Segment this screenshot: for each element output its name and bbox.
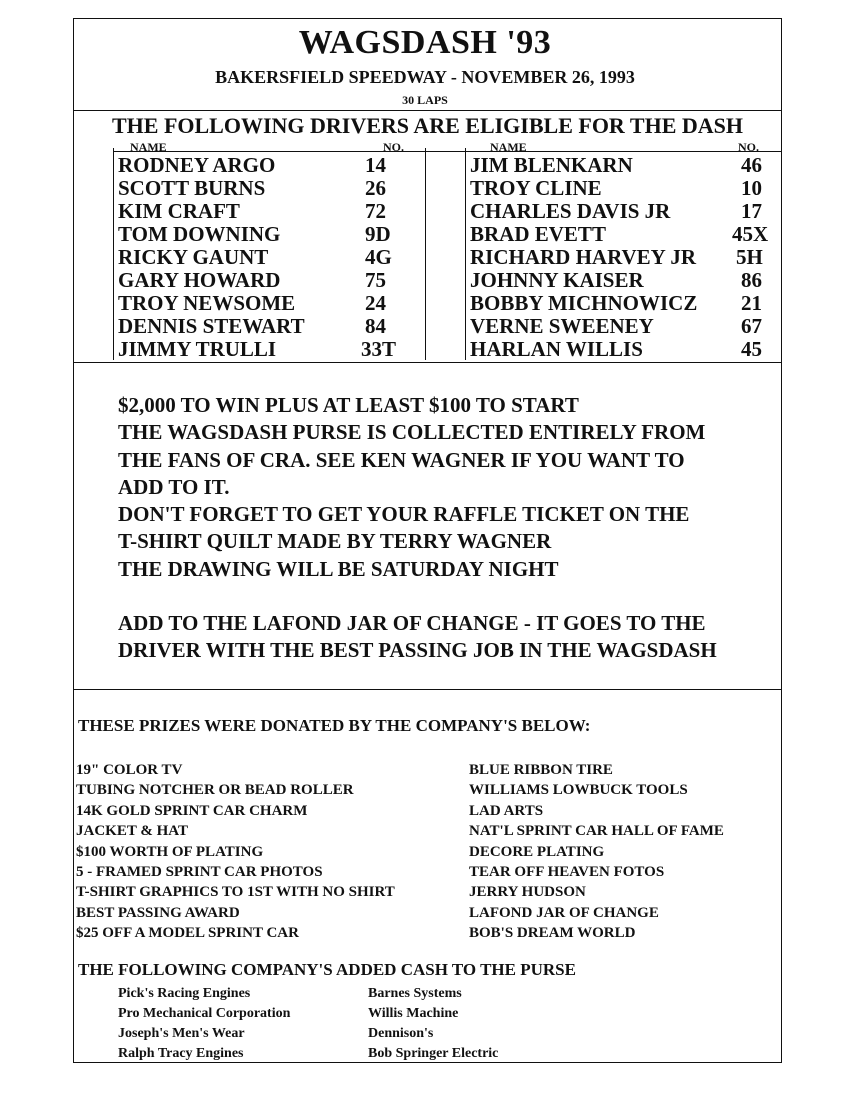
donor-item: LAFOND JAR OF CHANGE <box>469 904 659 921</box>
driver-name: TROY CLINE <box>470 176 602 200</box>
prize-item: 14K GOLD SPRINT CAR CHARM <box>76 802 308 819</box>
driver-name: TOM DOWNING <box>118 222 281 246</box>
prize-item: 5 - FRAMED SPRINT CAR PHOTOS <box>76 864 323 881</box>
purse-line: ADD TO THE LAFOND JAR OF CHANGE - IT GOES TO THE <box>118 611 706 636</box>
sponsor-item: Joseph's Men's Wear <box>118 1026 245 1041</box>
driver-row <box>470 223 780 246</box>
driver-name: RODNEY ARGO <box>118 153 276 177</box>
driver-name: HARLAN WILLIS <box>470 337 643 361</box>
purse-line: T-SHIRT QUILT MADE BY TERRY WAGNER <box>118 529 552 554</box>
sponsor-item: Barnes Systems <box>368 986 462 1001</box>
donor-item: TEAR OFF HEAVEN FOTOS <box>469 864 665 881</box>
driver-number: 21 <box>741 291 762 315</box>
purse-line: ADD TO IT. <box>118 474 230 499</box>
driver-row <box>118 177 423 200</box>
laps-label: 30 LAPS <box>402 93 448 107</box>
driver-table-center-left <box>425 148 426 360</box>
purse-spacer <box>118 583 717 610</box>
driver-table-center-right <box>465 148 466 360</box>
prizes-heading: THESE PRIZES WERE DONATED BY THE COMPANY'S BELOW: <box>78 716 591 735</box>
purse-line: DON'T FORGET TO GET YOUR RAFFLE TICKET ON THE <box>118 502 690 527</box>
driver-row <box>118 315 423 338</box>
prize-item: $25 OFF A MODEL SPRINT CAR <box>76 925 299 942</box>
cash-sponsors-left <box>118 984 290 1064</box>
sponsor-item: Bob Springer Electric <box>368 1046 499 1061</box>
driver-row <box>118 338 423 361</box>
purse-line: DRIVER WITH THE BEST PASSING JOB IN THE WAGSDASH <box>118 638 717 663</box>
driver-number: 45X <box>732 222 769 246</box>
cash-sponsors-right <box>368 984 498 1064</box>
driver-name: DENNIS STEWART <box>118 314 305 338</box>
driver-row <box>118 200 423 223</box>
driver-row <box>470 315 780 338</box>
driver-name: TROY NEWSOME <box>118 291 296 315</box>
donor-item: WILLIAMS LOWBUCK TOOLS <box>469 782 688 799</box>
driver-row <box>118 246 423 269</box>
driver-name: JOHNNY KAISER <box>470 268 644 292</box>
driver-number: 10 <box>741 176 762 200</box>
driver-name: JIM BLENKARN <box>470 153 633 177</box>
driver-number: 33T <box>361 337 397 361</box>
prize-item: BEST PASSING AWARD <box>76 904 240 921</box>
driver-name: CHARLES DAVIS JR <box>470 199 671 223</box>
driver-name: RICHARD HARVEY JR <box>470 245 696 269</box>
driver-name: VERNE SWEENEY <box>470 314 654 338</box>
sponsor-item: Pro Mechanical Corporation <box>118 1006 291 1021</box>
donor-item: BOB'S DREAM WORLD <box>469 925 636 942</box>
purse-line: THE WAGSDASH PURSE IS COLLECTED ENTIRELY FROM <box>118 420 706 445</box>
driver-number: 9D <box>365 222 391 246</box>
driver-name: BRAD EVETT <box>470 222 606 246</box>
driver-row <box>118 154 423 177</box>
flyer-title: WAGSDASH '93 <box>298 24 552 61</box>
driver-row <box>118 223 423 246</box>
prize-item: JACKET & HAT <box>76 823 188 840</box>
driver-name: RICKY GAUNT <box>118 245 269 269</box>
purse-line: THE DRAWING WILL BE SATURDAY NIGHT <box>118 556 559 581</box>
driver-number: 86 <box>741 268 762 292</box>
driver-number: 45 <box>741 337 762 361</box>
driver-row <box>118 292 423 315</box>
purse-line: $2,000 TO WIN PLUS AT LEAST $100 TO START <box>118 393 579 417</box>
driver-number: 46 <box>741 153 762 177</box>
prize-item: T-SHIRT GRAPHICS TO 1ST WITH NO SHIRT <box>76 884 395 901</box>
driver-row <box>470 338 780 361</box>
prize-item: $100 WORTH OF PLATING <box>76 843 264 860</box>
donor-item: JERRY HUDSON <box>469 884 586 901</box>
driver-row <box>470 200 780 223</box>
prize-list <box>76 760 395 944</box>
driver-number: 17 <box>741 199 762 223</box>
driver-row <box>118 269 423 292</box>
sponsor-item: Dennison's <box>368 1026 434 1041</box>
sponsor-item: Pick's Racing Engines <box>118 986 251 1001</box>
cash-heading: THE FOLLOWING COMPANY'S ADDED CASH TO THE PURSE <box>78 960 576 979</box>
donor-item: BLUE RIBBON TIRE <box>469 762 613 778</box>
prize-item: 19" COLOR TV <box>76 762 183 778</box>
driver-number: 75 <box>365 268 386 292</box>
driver-name: KIM CRAFT <box>118 199 240 223</box>
purse-line: THE FANS OF CRA. SEE KEN WAGNER IF YOU WANT TO <box>118 447 685 472</box>
driver-list-right <box>470 154 780 361</box>
driver-name: SCOTT BURNS <box>118 176 266 200</box>
sponsor-item: Willis Machine <box>368 1006 459 1021</box>
sponsor-item: Ralph Tracy Engines <box>118 1046 244 1061</box>
left-no-header: NO. <box>383 140 404 154</box>
driver-name: GARY HOWARD <box>118 268 281 292</box>
driver-name: JIMMY TRULLI <box>118 337 277 361</box>
driver-number: 14 <box>365 153 386 177</box>
left-name-header: NAME <box>130 140 167 154</box>
right-name-header: NAME <box>490 140 527 154</box>
donor-item: DECORE PLATING <box>469 843 605 860</box>
driver-number: 26 <box>365 176 386 200</box>
driver-row <box>470 177 780 200</box>
driver-row <box>470 154 780 177</box>
driver-number: 24 <box>365 291 386 315</box>
driver-number: 5H <box>736 245 763 269</box>
donor-item: LAD ARTS <box>469 802 544 819</box>
driver-number: 4G <box>365 245 392 269</box>
divider-purse <box>73 689 782 690</box>
driver-table-top <box>113 151 782 152</box>
driver-row <box>470 246 780 269</box>
divider-header <box>73 110 782 111</box>
driver-number: 84 <box>365 314 386 338</box>
event-subtitle: BAKERSFIELD SPEEDWAY - NOVEMBER 26, 1993 <box>215 67 635 87</box>
eligible-heading: THE FOLLOWING DRIVERS ARE ELIGIBLE FOR THE DASH <box>111 113 744 138</box>
driver-number: 67 <box>741 314 762 338</box>
purse-info <box>118 392 717 665</box>
donor-item: NAT'L SPRINT CAR HALL OF FAME <box>469 823 724 840</box>
driver-list-left <box>118 154 423 361</box>
driver-name: BOBBY MICHNOWICZ <box>470 291 698 315</box>
driver-row <box>470 269 780 292</box>
divider-drivers <box>73 362 782 363</box>
driver-number: 72 <box>365 199 386 223</box>
driver-table-left-edge <box>113 148 114 360</box>
prize-item: TUBING NOTCHER OR BEAD ROLLER <box>76 782 354 799</box>
donor-list <box>469 760 724 944</box>
driver-row <box>470 292 780 315</box>
right-no-header: NO. <box>738 140 759 154</box>
